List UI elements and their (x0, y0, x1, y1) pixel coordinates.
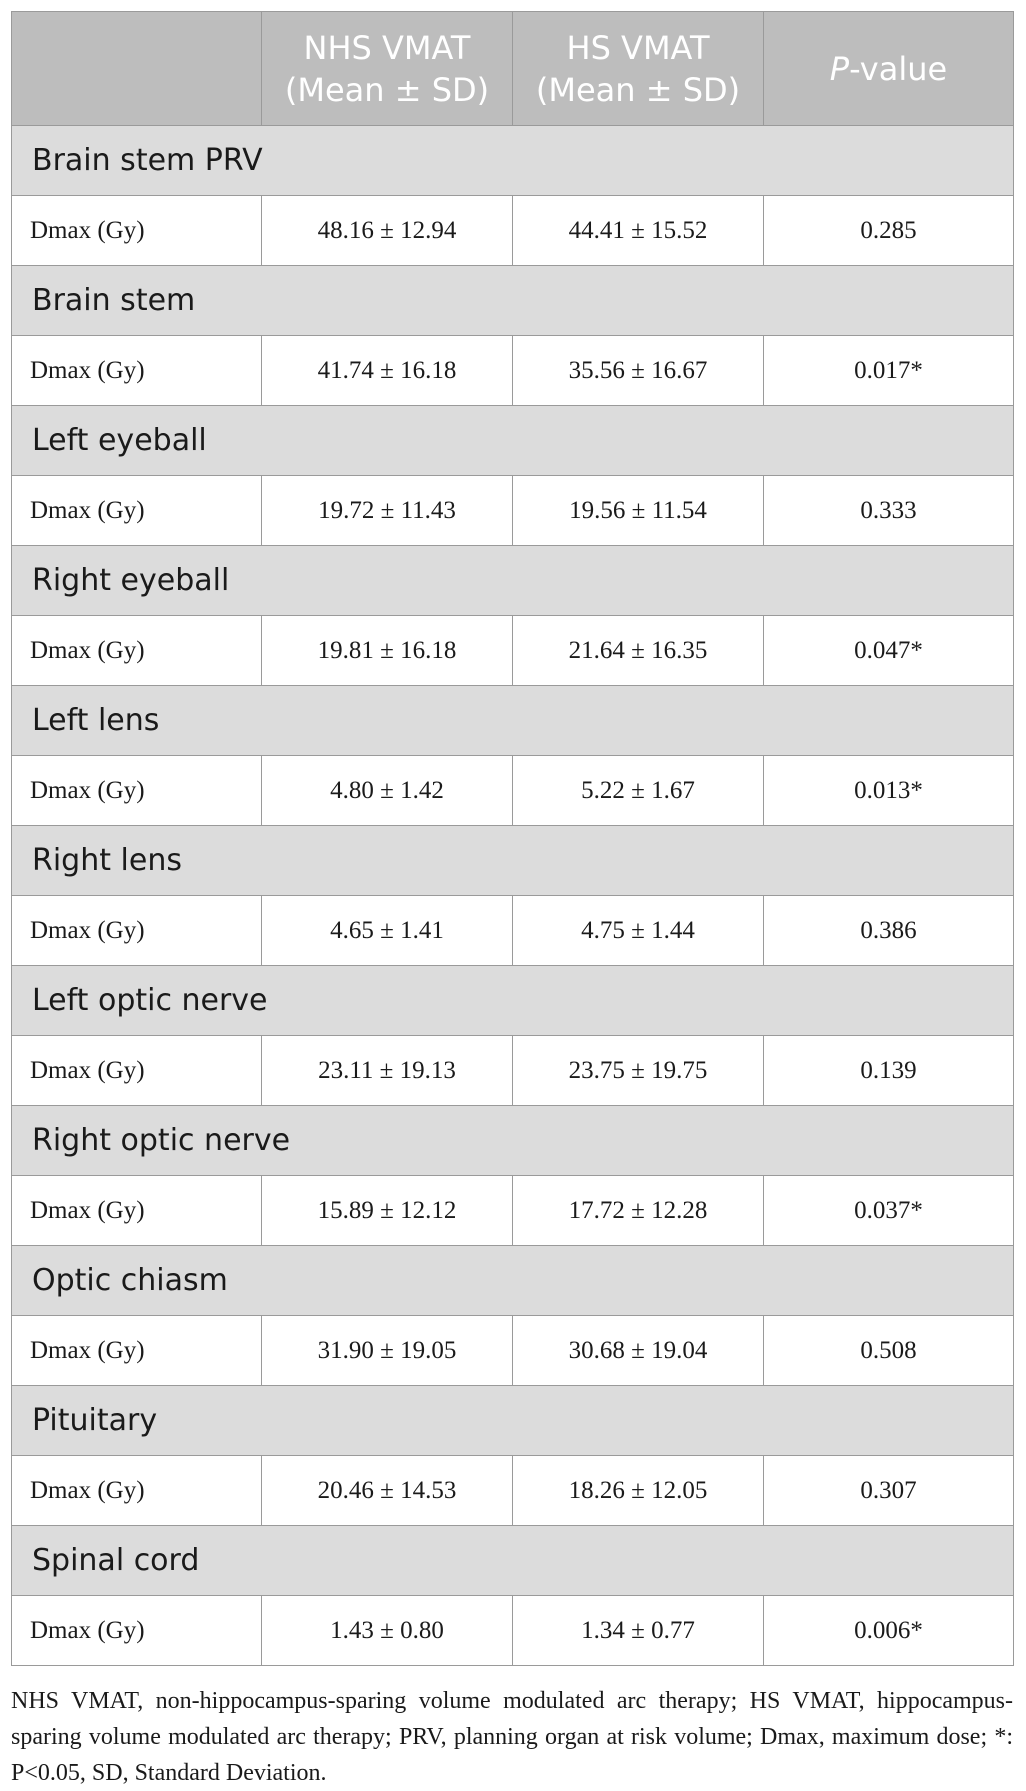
group-label: Left optic nerve (12, 966, 1014, 1036)
group-label: Brain stem PRV (12, 126, 1014, 196)
header-nhs-title: NHS VMAT (303, 28, 471, 67)
group-row (12, 546, 1014, 616)
header-empty (12, 12, 262, 126)
header-p-italic: P (829, 49, 850, 88)
hs-value-cell: 19.56 ± 11.54 (513, 476, 764, 546)
hs-value-cell: 44.41 ± 15.52 (513, 196, 764, 266)
hs-value-cell: 17.72 ± 12.28 (513, 1176, 764, 1246)
table-row (12, 476, 1014, 546)
metric-cell: Dmax (Gy) (12, 1176, 262, 1246)
group-row (12, 1526, 1014, 1596)
group-row (12, 966, 1014, 1036)
group-label: Left eyeball (12, 406, 1014, 476)
hs-value-cell: 21.64 ± 16.35 (513, 616, 764, 686)
nhs-value-cell: 19.81 ± 16.18 (262, 616, 513, 686)
table-row (12, 1456, 1014, 1526)
metric-cell: Dmax (Gy) (12, 756, 262, 826)
table-row (12, 336, 1014, 406)
group-row (12, 1386, 1014, 1456)
nhs-value-cell: 4.80 ± 1.42 (262, 756, 513, 826)
metric-cell: Dmax (Gy) (12, 1596, 262, 1666)
group-label: Pituitary (12, 1386, 1014, 1456)
metric-cell: Dmax (Gy) (12, 476, 262, 546)
p-value-cell: 0.333 (764, 476, 1014, 546)
p-value-cell: 0.508 (764, 1316, 1014, 1386)
header-hs-title: HS VMAT (566, 28, 710, 67)
table-body (12, 126, 1014, 1666)
hs-value-cell: 18.26 ± 12.05 (513, 1456, 764, 1526)
p-value-cell: 0.386 (764, 896, 1014, 966)
group-row (12, 1246, 1014, 1316)
nhs-value-cell: 1.43 ± 0.80 (262, 1596, 513, 1666)
table-row (12, 1596, 1014, 1666)
group-label: Optic chiasm (12, 1246, 1014, 1316)
p-value-cell: 0.013* (764, 756, 1014, 826)
hs-value-cell: 23.75 ± 19.75 (513, 1036, 764, 1106)
hs-value-cell: 35.56 ± 16.67 (513, 336, 764, 406)
p-value-cell: 0.285 (764, 196, 1014, 266)
table-row (12, 1036, 1014, 1106)
p-value-cell: 0.017* (764, 336, 1014, 406)
metric-cell: Dmax (Gy) (12, 336, 262, 406)
nhs-value-cell: 20.46 ± 14.53 (262, 1456, 513, 1526)
group-label: Brain stem (12, 266, 1014, 336)
header-p-suffix: -value (849, 49, 948, 88)
metric-cell: Dmax (Gy) (12, 896, 262, 966)
table-row (12, 616, 1014, 686)
hs-value-cell: 30.68 ± 19.04 (513, 1316, 764, 1386)
header-hs-sub: (Mean ± SD) (535, 70, 741, 109)
nhs-value-cell: 4.65 ± 1.41 (262, 896, 513, 966)
metric-cell: Dmax (Gy) (12, 1456, 262, 1526)
group-row (12, 826, 1014, 896)
group-row (12, 686, 1014, 756)
table-row (12, 756, 1014, 826)
p-value-cell: 0.307 (764, 1456, 1014, 1526)
table-footnote: NHS VMAT, non-hippocampus-sparing volume modulated arc therapy; HS VMAT, hippocampus-sparing volume modulated arc therapy; PRV, planning organ at risk volume; Dmax, maximum dose; *: P<0.05, SD, Standard Deviation. (11, 1688, 1013, 1786)
nhs-value-cell: 31.90 ± 19.05 (262, 1316, 513, 1386)
nhs-value-cell: 15.89 ± 12.12 (262, 1176, 513, 1246)
dose-comparison-table (11, 11, 1014, 1666)
metric-cell: Dmax (Gy) (12, 616, 262, 686)
table-row (12, 1316, 1014, 1386)
group-label: Right eyeball (12, 546, 1014, 616)
group-label: Right lens (12, 826, 1014, 896)
header-row (12, 12, 1014, 126)
group-row (12, 266, 1014, 336)
p-value-cell: 0.047* (764, 616, 1014, 686)
p-value-cell: 0.006* (764, 1596, 1014, 1666)
header-nhs-sub: (Mean ± SD) (284, 70, 490, 109)
metric-cell: Dmax (Gy) (12, 196, 262, 266)
metric-cell: Dmax (Gy) (12, 1036, 262, 1106)
hs-value-cell: 1.34 ± 0.77 (513, 1596, 764, 1666)
group-label: Left lens (12, 686, 1014, 756)
header-p-value (764, 12, 1014, 126)
group-label: Spinal cord (12, 1526, 1014, 1596)
nhs-value-cell: 23.11 ± 19.13 (262, 1036, 513, 1106)
nhs-value-cell: 48.16 ± 12.94 (262, 196, 513, 266)
group-row (12, 406, 1014, 476)
nhs-value-cell: 19.72 ± 11.43 (262, 476, 513, 546)
group-row (12, 1106, 1014, 1176)
p-value-cell: 0.139 (764, 1036, 1014, 1106)
header-nhs-vmat (262, 12, 513, 126)
metric-cell: Dmax (Gy) (12, 1316, 262, 1386)
table-row (12, 196, 1014, 266)
hs-value-cell: 5.22 ± 1.67 (513, 756, 764, 826)
table-row (12, 896, 1014, 966)
group-row (12, 126, 1014, 196)
table-row (12, 1176, 1014, 1246)
p-value-cell: 0.037* (764, 1176, 1014, 1246)
hs-value-cell: 4.75 ± 1.44 (513, 896, 764, 966)
table-container (11, 11, 1013, 1666)
nhs-value-cell: 41.74 ± 16.18 (262, 336, 513, 406)
header-hs-vmat (513, 12, 764, 126)
group-label: Right optic nerve (12, 1106, 1014, 1176)
